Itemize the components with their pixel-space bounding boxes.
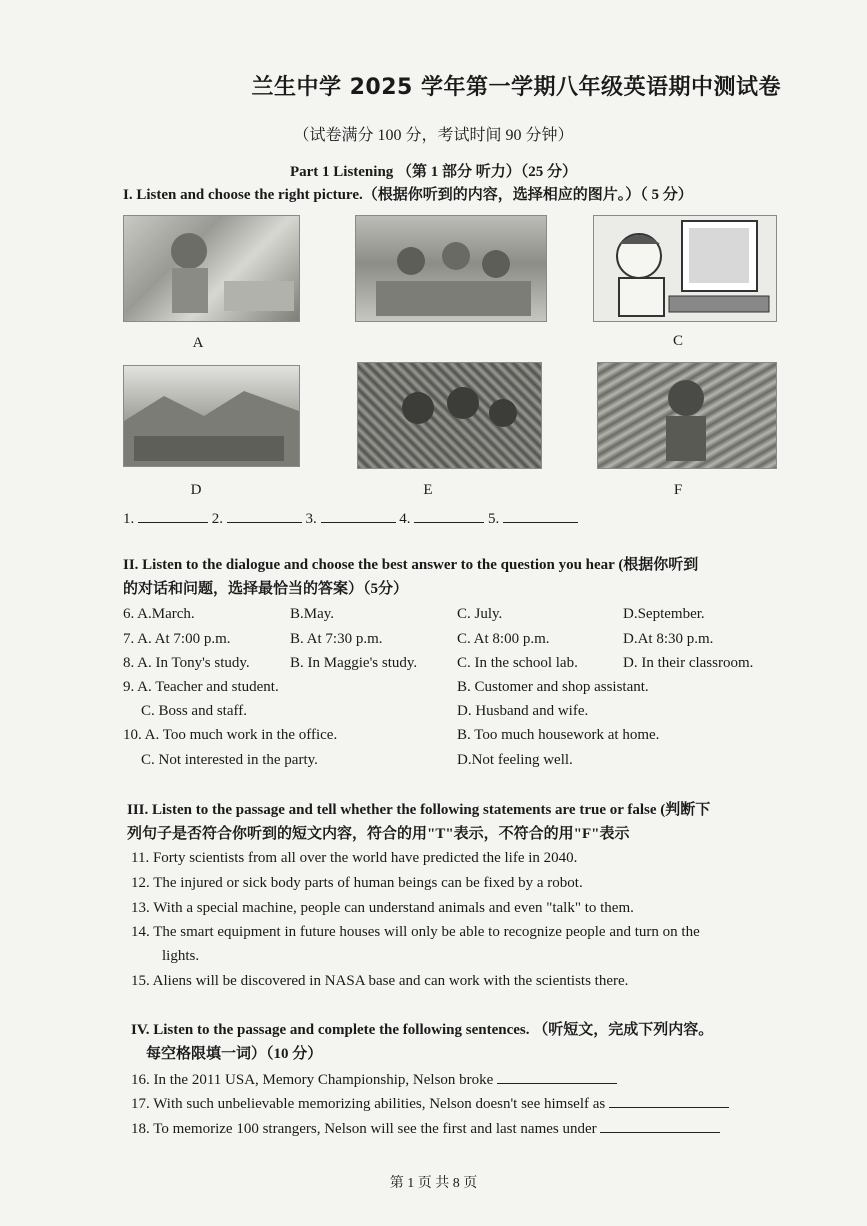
- photo-girl-icon: [124, 216, 299, 321]
- section-3-instruction-line-1: III. Listen to the passage and tell whether the following statements are true or false (判断下: [127, 802, 711, 818]
- q10-option-d: D.Not feeling well.: [457, 752, 573, 768]
- blank-label-1: 1.: [123, 511, 135, 527]
- part-heading: Part 1 Listening （第 1 部分 听力）（25 分）: [289, 164, 578, 180]
- page-number: 第 1 页 共 8 页: [389, 1176, 478, 1191]
- q8-option-c: C. In the school lab.: [457, 655, 578, 671]
- sentence-18: [131, 1117, 720, 1141]
- statement-13: 13. With a special machine, people can understand animals and even "talk" to them.: [131, 900, 634, 916]
- answer-blank-1[interactable]: [138, 508, 208, 523]
- photo-crowd-icon: [358, 363, 541, 468]
- picture-label-f: F: [673, 482, 683, 498]
- picture-c: [593, 215, 777, 322]
- statement-14-continued: lights.: [162, 948, 200, 964]
- page-title: 兰生中学 2025 学年第一学期八年级英语期中测试卷: [251, 75, 781, 100]
- sentence-18-text: 18. To memorize 100 strangers, Nelson will see the first and last names under: [131, 1121, 597, 1137]
- q10-option-a: 10. A. Too much work in the office.: [123, 727, 338, 743]
- blank-label-5: 5.: [488, 511, 500, 527]
- picture-a: [123, 215, 300, 322]
- section-1-instruction: I. Listen and choose the right picture.（根据你听到的内容，选择相应的图片。）（ 5 分）: [123, 187, 693, 203]
- photo-landscape-icon: [124, 366, 299, 466]
- q6-option-d: D.September.: [623, 606, 705, 622]
- q9-option-a: 9. A. Teacher and student.: [123, 679, 279, 695]
- sentence-18-blank[interactable]: [600, 1118, 720, 1133]
- picture-label-a: A: [192, 335, 204, 351]
- sentence-16-text: 16. In the 2011 USA, Memory Championship, Nelson broke: [131, 1072, 494, 1088]
- section-3-instruction-line-2: 列句子是否符合你听到的短文内容，符合的用"T"表示，不符合的用"F"表示: [127, 826, 630, 842]
- answer-blanks-row: [123, 507, 578, 531]
- q7-option-c: C. At 8:00 p.m.: [457, 631, 550, 647]
- photo-person-icon: [598, 363, 776, 468]
- answer-blank-4[interactable]: [414, 508, 484, 523]
- q7-option-d: D.At 8:30 p.m.: [623, 631, 714, 647]
- photo-group-icon: [356, 216, 546, 321]
- statement-15: 15. Aliens will be discovered in NASA base and can work with the scientists there.: [131, 973, 629, 989]
- picture-d: [123, 365, 300, 467]
- blank-label-4: 4.: [399, 511, 411, 527]
- picture-label-c: C: [672, 333, 683, 349]
- section-2-instruction-line-2: 的对话和问题，选择最恰当的答案）（5分）: [123, 581, 409, 597]
- q7-option-a: 7. A. At 7:00 p.m.: [123, 631, 231, 647]
- sentence-17-blank[interactable]: [609, 1093, 729, 1108]
- q8-option-d: D. In their classroom.: [623, 655, 754, 671]
- q10-option-c: C. Not interested in the party.: [141, 752, 318, 768]
- q8-option-b: B. In Maggie's study.: [290, 655, 418, 671]
- q9-option-b: B. Customer and shop assistant.: [457, 679, 649, 695]
- section-4-instruction-line-2: 每空格限填一词）（10 分）: [146, 1046, 323, 1062]
- blank-label-2: 2.: [211, 511, 223, 527]
- picture-label-e: E: [423, 482, 433, 498]
- q8-option-a: 8. A. In Tony's study.: [123, 655, 250, 671]
- answer-blank-5[interactable]: [503, 508, 578, 523]
- statement-14: 14. The smart equipment in future houses will only be able to recognize people and turn on the: [131, 924, 700, 940]
- exam-info: （试卷满分 100 分，考试时间 90 分钟）: [293, 127, 574, 144]
- sentence-16: [131, 1068, 617, 1092]
- q6-option-b: B.May.: [290, 606, 335, 622]
- answer-blank-3[interactable]: [321, 508, 396, 523]
- statement-12: 12. The injured or sick body parts of human beings can be fixed by a robot.: [131, 875, 583, 891]
- statement-11: 11. Forty scientists from all over the world have predicted the life in 2040.: [131, 850, 578, 866]
- blank-label-3: 3.: [305, 511, 317, 527]
- section-4-instruction-line-1: IV. Listen to the passage and complete the following sentences. （听短文，完成下列内容。: [131, 1022, 714, 1038]
- section-2-instruction-line-1: II. Listen to the dialogue and choose the best answer to the question you hear (根据你听到: [123, 557, 699, 573]
- q6-option-a: 6. A.March.: [123, 606, 195, 622]
- picture-f: [597, 362, 777, 469]
- sentence-17: [131, 1092, 729, 1116]
- picture-b: [355, 215, 547, 322]
- q6-option-c: C. July.: [457, 606, 503, 622]
- q9-option-c: C. Boss and staff.: [141, 703, 247, 719]
- picture-e: [357, 362, 542, 469]
- q10-option-b: B. Too much housework at home.: [457, 727, 660, 743]
- q9-option-d: D. Husband and wife.: [457, 703, 589, 719]
- q7-option-b: B. At 7:30 p.m.: [290, 631, 383, 647]
- picture-label-d: D: [190, 482, 202, 498]
- sentence-17-text: 17. With such unbelievable memorizing abilities, Nelson doesn't see himself as: [131, 1096, 606, 1112]
- photo-boy-computer-icon: [594, 216, 776, 321]
- answer-blank-2[interactable]: [227, 508, 302, 523]
- sentence-16-blank[interactable]: [497, 1069, 617, 1084]
